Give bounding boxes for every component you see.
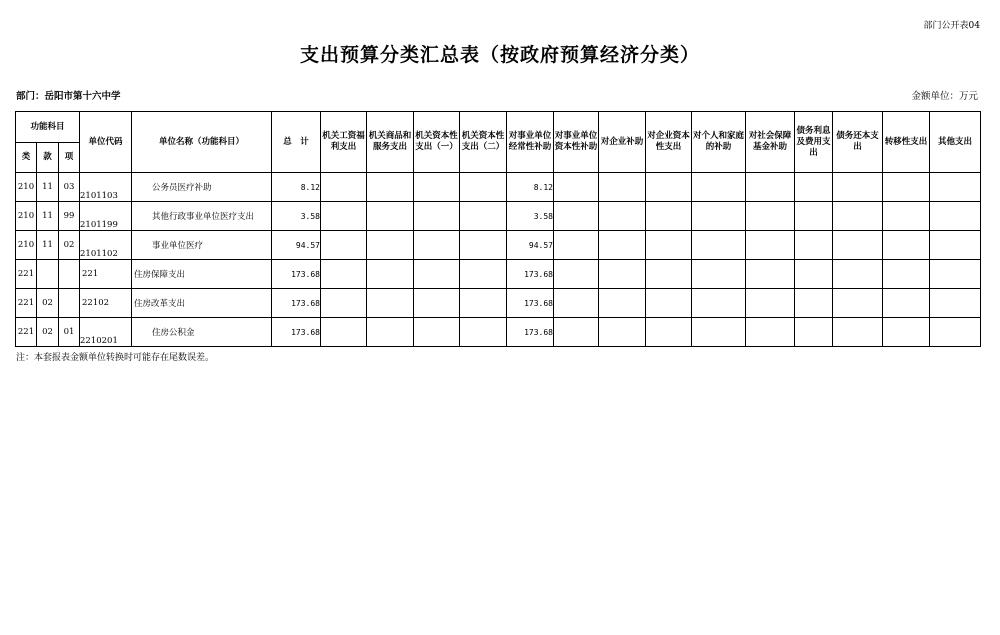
empty-cell: [367, 318, 414, 347]
empty-cell: [599, 289, 646, 318]
empty-cell: [795, 231, 833, 260]
empty-cell: [930, 318, 981, 347]
empty-cell: [833, 231, 883, 260]
cell-unit-name: 住房改革支出: [132, 289, 272, 318]
cell-xiang: 99: [59, 202, 80, 231]
empty-cell: [460, 202, 507, 231]
empty-cell: [460, 260, 507, 289]
empty-cell: [554, 173, 599, 202]
cell-xiang: 03: [59, 173, 80, 202]
empty-cell: [414, 202, 460, 231]
cell-total: 173.68: [272, 289, 321, 318]
empty-cell: [746, 318, 795, 347]
empty-cell: [321, 289, 367, 318]
cell-business-subsidy: 94.57: [507, 231, 554, 260]
empty-cell: [883, 173, 930, 202]
empty-cell: [883, 231, 930, 260]
empty-cell: [883, 260, 930, 289]
header-unit-name: 单位名称（功能科目）: [132, 112, 272, 173]
empty-cell: [746, 173, 795, 202]
amount-unit-label: 金额单位：万元: [911, 91, 978, 102]
cell-unit-name: 公务员医疗补助: [132, 173, 272, 202]
empty-cell: [833, 289, 883, 318]
cell-lei: 210: [16, 231, 37, 260]
header-xiang: 项: [59, 143, 80, 173]
cell-total: 8.12: [272, 173, 321, 202]
cell-business-subsidy: 173.68: [507, 289, 554, 318]
cell-xiang: 01: [59, 318, 80, 347]
empty-cell: [599, 231, 646, 260]
empty-cell: [367, 231, 414, 260]
empty-cell: [746, 231, 795, 260]
table-row: [16, 231, 981, 260]
empty-cell: [746, 289, 795, 318]
cell-lei: 221: [16, 260, 37, 289]
header-col: 转移性支出: [883, 112, 930, 173]
cell-unit-code: 221: [80, 260, 132, 289]
empty-cell: [646, 231, 692, 260]
empty-cell: [460, 289, 507, 318]
empty-cell: [692, 231, 746, 260]
cell-kuan: 02: [37, 318, 59, 347]
cell-total: 3.58: [272, 202, 321, 231]
empty-cell: [692, 202, 746, 231]
empty-cell: [795, 260, 833, 289]
cell-unit-code: 2101102: [80, 231, 132, 260]
header-col: 债务利息及费用支出: [795, 112, 833, 173]
cell-unit-code: 2210201: [80, 318, 132, 347]
cell-total: 94.57: [272, 231, 321, 260]
empty-cell: [646, 260, 692, 289]
header-col: 机关资本性支出（二）: [460, 112, 507, 173]
empty-cell: [692, 318, 746, 347]
cell-unit-name: 住房保障支出: [132, 260, 272, 289]
header-col: 对个人和家庭的补助: [692, 112, 746, 173]
empty-cell: [833, 260, 883, 289]
cell-lei: 221: [16, 289, 37, 318]
cell-lei: 210: [16, 173, 37, 202]
cell-business-subsidy: 8.12: [507, 173, 554, 202]
empty-cell: [599, 260, 646, 289]
empty-cell: [414, 318, 460, 347]
empty-cell: [795, 202, 833, 231]
empty-cell: [646, 318, 692, 347]
empty-cell: [414, 289, 460, 318]
empty-cell: [599, 173, 646, 202]
header-lei: 类: [16, 143, 37, 173]
header-col: 对社会保障基金补助: [746, 112, 795, 173]
cell-xiang: [59, 260, 80, 289]
header-kuan: 款: [37, 143, 59, 173]
empty-cell: [554, 260, 599, 289]
empty-cell: [460, 173, 507, 202]
empty-cell: [746, 260, 795, 289]
empty-cell: [554, 202, 599, 231]
cell-unit-code: 22102: [80, 289, 132, 318]
header-unit-code: 单位代码: [80, 112, 132, 173]
cell-unit-code: 2101199: [80, 202, 132, 231]
empty-cell: [554, 289, 599, 318]
cell-business-subsidy: 173.68: [507, 260, 554, 289]
cell-business-subsidy: 173.68: [507, 318, 554, 347]
header-col: 对事业单位资本性补助: [554, 112, 599, 173]
empty-cell: [367, 260, 414, 289]
header-col: 债务还本支出: [833, 112, 883, 173]
empty-cell: [795, 289, 833, 318]
cell-kuan: 11: [37, 231, 59, 260]
empty-cell: [930, 231, 981, 260]
footnote: 注：本套报表金额单位转换时可能存在尾数误差。: [16, 353, 215, 363]
empty-cell: [321, 318, 367, 347]
header-col: 对企业资本性支出: [646, 112, 692, 173]
empty-cell: [554, 231, 599, 260]
table-row: [16, 260, 981, 289]
empty-cell: [795, 318, 833, 347]
header-col: 机关工资福利支出: [321, 112, 367, 173]
cell-unit-name: 事业单位医疗: [132, 231, 272, 260]
empty-cell: [833, 202, 883, 231]
table-row: [16, 202, 981, 231]
empty-cell: [321, 231, 367, 260]
empty-cell: [692, 173, 746, 202]
empty-cell: [460, 318, 507, 347]
empty-cell: [554, 318, 599, 347]
empty-cell: [414, 260, 460, 289]
table-header-row: [16, 112, 981, 143]
cell-xiang: 02: [59, 231, 80, 260]
form-code: 部门公开表04: [923, 21, 980, 31]
empty-cell: [321, 173, 367, 202]
department-label: 部门：岳阳市第十六中学: [16, 91, 121, 102]
empty-cell: [599, 318, 646, 347]
budget-table: [15, 111, 981, 347]
empty-cell: [930, 173, 981, 202]
table-row: [16, 318, 981, 347]
header-col: 对事业单位经常性补助: [507, 112, 554, 173]
empty-cell: [883, 289, 930, 318]
empty-cell: [367, 202, 414, 231]
empty-cell: [692, 260, 746, 289]
empty-cell: [646, 289, 692, 318]
empty-cell: [367, 289, 414, 318]
header-total: 总 计: [272, 112, 321, 173]
table-row: [16, 289, 981, 318]
cell-xiang: [59, 289, 80, 318]
cell-kuan: 11: [37, 173, 59, 202]
cell-total: 173.68: [272, 260, 321, 289]
cell-kuan: 11: [37, 202, 59, 231]
empty-cell: [833, 318, 883, 347]
empty-cell: [746, 202, 795, 231]
cell-kuan: 02: [37, 289, 59, 318]
empty-cell: [692, 289, 746, 318]
empty-cell: [930, 289, 981, 318]
cell-unit-name: 住房公积金: [132, 318, 272, 347]
cell-business-subsidy: 3.58: [507, 202, 554, 231]
cell-kuan: [37, 260, 59, 289]
cell-lei: 221: [16, 318, 37, 347]
empty-cell: [321, 260, 367, 289]
empty-cell: [414, 173, 460, 202]
cell-total: 173.68: [272, 318, 321, 347]
empty-cell: [883, 318, 930, 347]
empty-cell: [321, 202, 367, 231]
cell-unit-name: 其他行政事业单位医疗支出: [132, 202, 272, 231]
empty-cell: [795, 173, 833, 202]
empty-cell: [930, 260, 981, 289]
page-title: 支出预算分类汇总表（按政府预算经济分类）: [299, 44, 700, 66]
empty-cell: [367, 173, 414, 202]
cell-lei: 210: [16, 202, 37, 231]
header-col: 机关资本性支出（一）: [414, 112, 460, 173]
empty-cell: [833, 173, 883, 202]
table-row: [16, 173, 981, 202]
header-col: 其他支出: [930, 112, 981, 173]
header-col: 机关商品和服务支出: [367, 112, 414, 173]
empty-cell: [599, 202, 646, 231]
empty-cell: [460, 231, 507, 260]
empty-cell: [646, 173, 692, 202]
empty-cell: [930, 202, 981, 231]
empty-cell: [414, 231, 460, 260]
header-col: 对企业补助: [599, 112, 646, 173]
header-func-group: 功能科目: [16, 112, 80, 143]
cell-unit-code: 2101103: [80, 173, 132, 202]
empty-cell: [883, 202, 930, 231]
empty-cell: [646, 202, 692, 231]
